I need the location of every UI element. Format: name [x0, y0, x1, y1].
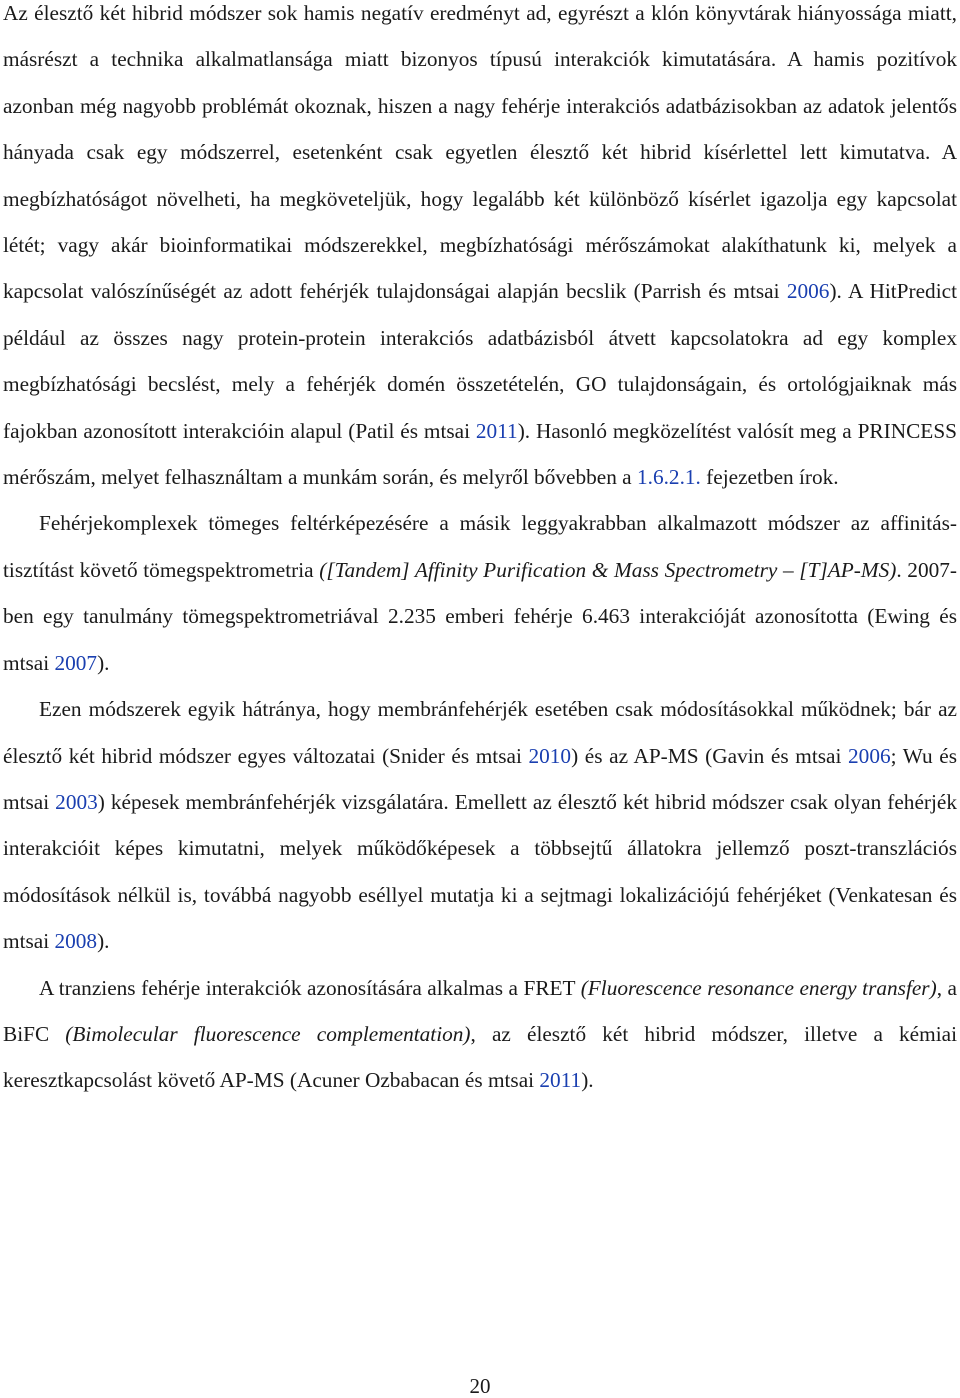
text-run: Fehérjekomplexek tömeges feltérképezésére a másik leggyakrabban alkalmazott módszer az affinitás-tisztítást követő tömegspektrometria — [3, 511, 957, 582]
section-link-1-6-2-1[interactable]: 1.6.2.1. — [636, 465, 701, 490]
text-run: Az élesztő két hibrid módszer sok hamis negatív eredményt ad, egyrészt a klón könyvtárak hiányossága miatt, másrészt a technika alkalmatlansága miatt bizonyos típusú interakciók kimutatására. A hamis pozitívok azonban még nagyobb problémát okoznak, hiszen a nagy fehérje interakciós adatbázisokban az adatok jelentős hányada csak egy módszerrel, esetenként csak egyetlen élesztő két hibrid kísérlettel lett kimutatva. A megbízhatóságot növelheti, ha megköveteljük, hogy legalább két különböző kísérlet igazolja egy kapcsolat létét; vagy akár bioinformatikai módszerekkel, megbízhatósági mérőszámokat alakíthatunk ki, melyek a kapcsolat valószínűségét az adott fehérjék tulajdonságai alapján becslik (Parrish és mtsai — [3, 1, 957, 304]
paragraph-yeast-two-hybrid — [3, 0, 957, 500]
citation-link-acuner-ozbabacan-2011[interactable]: 2011 — [539, 1068, 582, 1093]
text-run: fejezetben írok. — [700, 465, 839, 490]
paragraph-ap-ms — [3, 500, 957, 686]
italic-term-fret: (Fluorescence resonance energy transfer) — [580, 975, 937, 1000]
citation-link-gavin-2006[interactable]: 2006 — [848, 743, 891, 768]
citation-link-snider-2010[interactable]: 2010 — [528, 743, 572, 768]
text-run: ) képesek membránfehérjék vizsgálatára. Emellett az élesztő két hibrid módszer csak olyan fehérjék interakcióit képes kimutatni, melyek működőképesek a többsejtű állatokra jellemző poszt-transzlációs módosítások nélkül is, továbbá nagyobb eséllyel mutatja ki a sejtmagi lokalizációjú fehérjéket (Venkatesan és mtsai — [3, 789, 958, 954]
citation-link-patil-2011[interactable]: 2011 — [475, 418, 518, 443]
text-run: ). — [581, 1068, 594, 1093]
paragraph-transient-interactions — [3, 965, 957, 1104]
text-run: ). Hasonló megközelítést valósít meg a PRINCESS mérőszám, melyet felhasználtam a munkám során, és melyről bővebben a — [3, 418, 958, 490]
text-run: , a BiFC — [3, 975, 958, 1046]
citation-link-venkatesan-2008[interactable]: 2008 — [54, 929, 98, 954]
citation-link-wu-2003[interactable]: 2003 — [55, 789, 98, 814]
text-run: , az élesztő két hibrid módszer, illetve a kémiai keresztkapcsolást követő AP-MS (Acuner Ozbabacan és mtsai — [3, 1021, 957, 1093]
citation-link-ewing-2007[interactable]: 2007 — [54, 650, 98, 675]
italic-term-bifc: (Bimolecular fluorescence complementation) — [65, 1021, 471, 1046]
text-run: . 2007-ben egy tanulmány tömegspektrometriával 2.235 emberi fehérje 6.463 interakcióját azonosította (Ewing és mtsai — [3, 557, 957, 675]
text-run: ; Wu és mtsai — [3, 743, 957, 814]
citation-link-parrish-2006[interactable]: 2006 — [786, 279, 830, 304]
text-run: ). — [97, 929, 110, 954]
page-body — [3, 0, 957, 1104]
page-number: 20 — [469, 1374, 491, 1398]
text-run: ). A HitPredict például az összes nagy protein-protein interakciós adatbázisból átvett kapcsolatokra ad egy komplex megbízhatósági becslést, mely a fehérjék domén összetételén, GO tulajdonságain, és ortológjaiknak más fajokban azonosított interakcióin alapul (Patil és mtsai — [3, 279, 957, 443]
text-run: A tranziens fehérje interakciók azonosítására alkalmas a FRET — [39, 975, 581, 1000]
italic-term-tap-ms: ([Tandem] Affinity Purification & Mass Spectrometry – [T]AP-MS) — [319, 557, 897, 582]
text-run: ). — [97, 650, 110, 675]
text-run: Ezen módszerek egyik hátránya, hogy membránfehérjék esetében csak módosításokkal működnek; bár az élesztő két hibrid módszer egyes változatai (Snider és mtsai — [3, 697, 957, 768]
paragraph-method-drawbacks — [3, 686, 957, 964]
text-run: ) és az AP-MS (Gavin és mtsai — [571, 743, 849, 768]
